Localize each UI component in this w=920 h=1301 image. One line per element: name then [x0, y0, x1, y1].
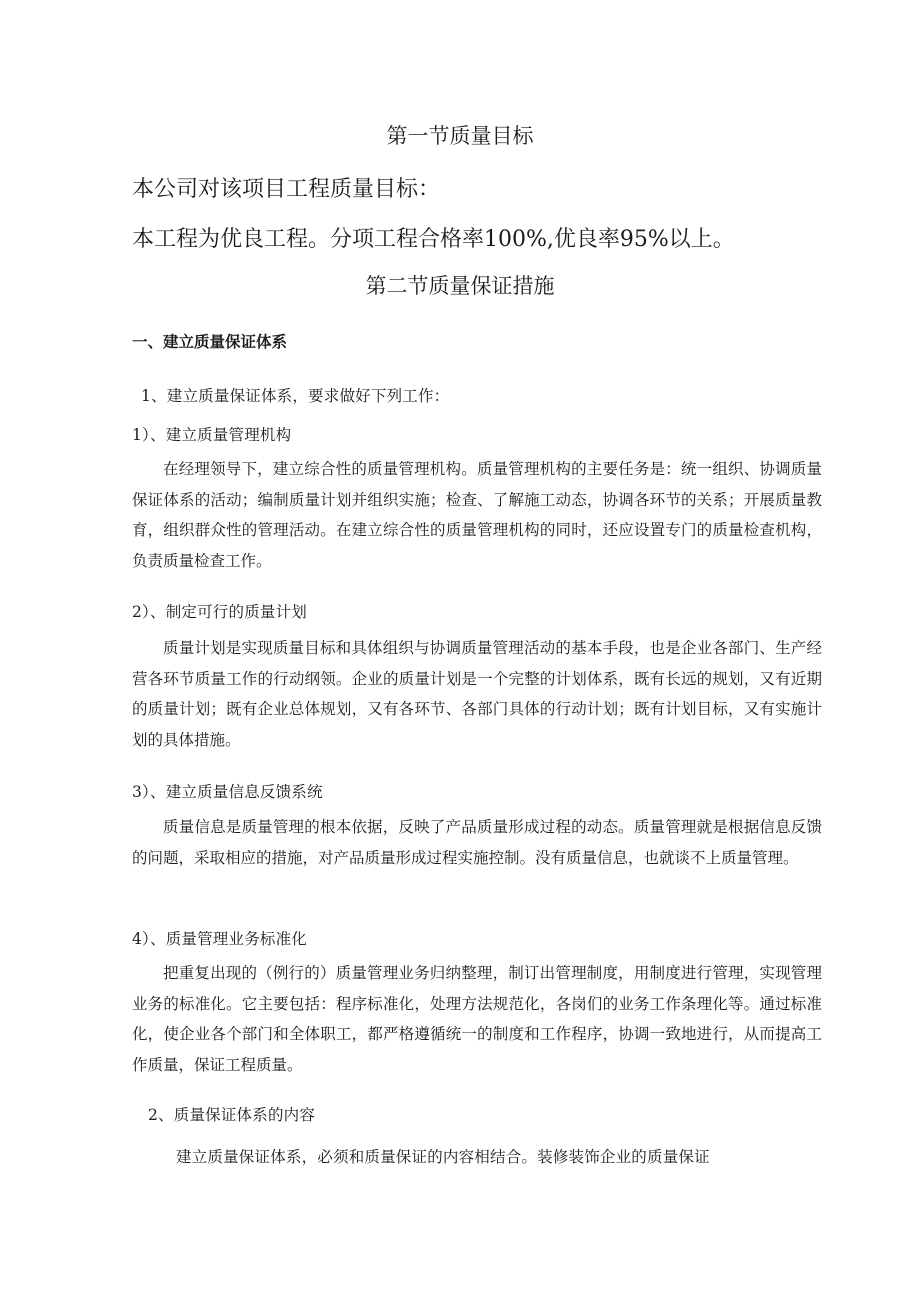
section-1-title: 第一节质量目标: [386, 124, 534, 148]
sub-4-paragraph: 把重复出现的（例行的）质量管理业务归纳整理，制订出管理制度，用制度进行管理，实现管理业务的标准化。它主要包括：程序标准化，处理方法规范化，各岗们的业务工作条理化等。通过标准化，使企业各个部门和全体职工，都严格遵循统一的制度和工作程序，协调一致地进行，从而提高工作质量，保证工程质量。: [132, 964, 822, 1074]
heading-establish-system: 一、建立质量保证体系: [132, 333, 288, 351]
sub-3-title: 3）、建立质量信息反馈系统: [132, 783, 323, 801]
sub-1-paragraph: 在经理领导下，建立综合性的质量管理机构。质量管理机构的主要任务是：统一组织、协调质量保证体系的活动；编制质量计划并组织实施；检查、了解施工动态，协调各环节的关系；开展质量教育，组织群众性的管理活动。在建立综合性的质量管理机构的同时，还应设置专门的质量检查机构，负责质量检查工作。: [132, 460, 822, 570]
section-2-title: 第二节质量保证措施: [365, 274, 555, 298]
item-1-label: 1、建立质量保证体系，要求做好下列工作：: [141, 387, 450, 405]
item-2-paragraph: 建立质量保证体系，必须和质量保证的内容相结合。装修装饰企业的质量保证: [176, 1148, 710, 1166]
sub-3-paragraph: 质量信息是质量管理的根本依据，反映了产品质量形成过程的动态。质量管理就是根据信息反馈的问题，采取相应的措施，对产品质量形成过程实施控制。没有质量信息，也就谈不上质量管理。: [132, 818, 822, 867]
sub-4-title: 4）、质量管理业务标准化: [132, 930, 308, 948]
quality-goal-intro: 本公司对该项目工程质量目标：: [132, 177, 441, 202]
item-2-label: 2、质量保证体系的内容: [148, 1106, 316, 1124]
quality-goal-statement: 本工程为优良工程。分项工程合格率100%,优良率95%以上。: [132, 227, 735, 252]
sub-2-title: 2）、制定可行的质量计划: [132, 603, 308, 621]
sub-1-title: 1）、建立质量管理机构: [132, 426, 292, 444]
sub-2-paragraph: 质量计划是实现质量目标和具体组织与协调质量管理活动的基本手段，也是企业各部门、生产经营各环节质量工作的行动纲领。企业的质量计划是一个完整的计划体系，既有长远的规划，又有近期的质量计划；既有企业总体规划，又有各环节、各部门具体的行动计划；既有计划目标，又有实施计划的具体措施。: [132, 639, 822, 749]
